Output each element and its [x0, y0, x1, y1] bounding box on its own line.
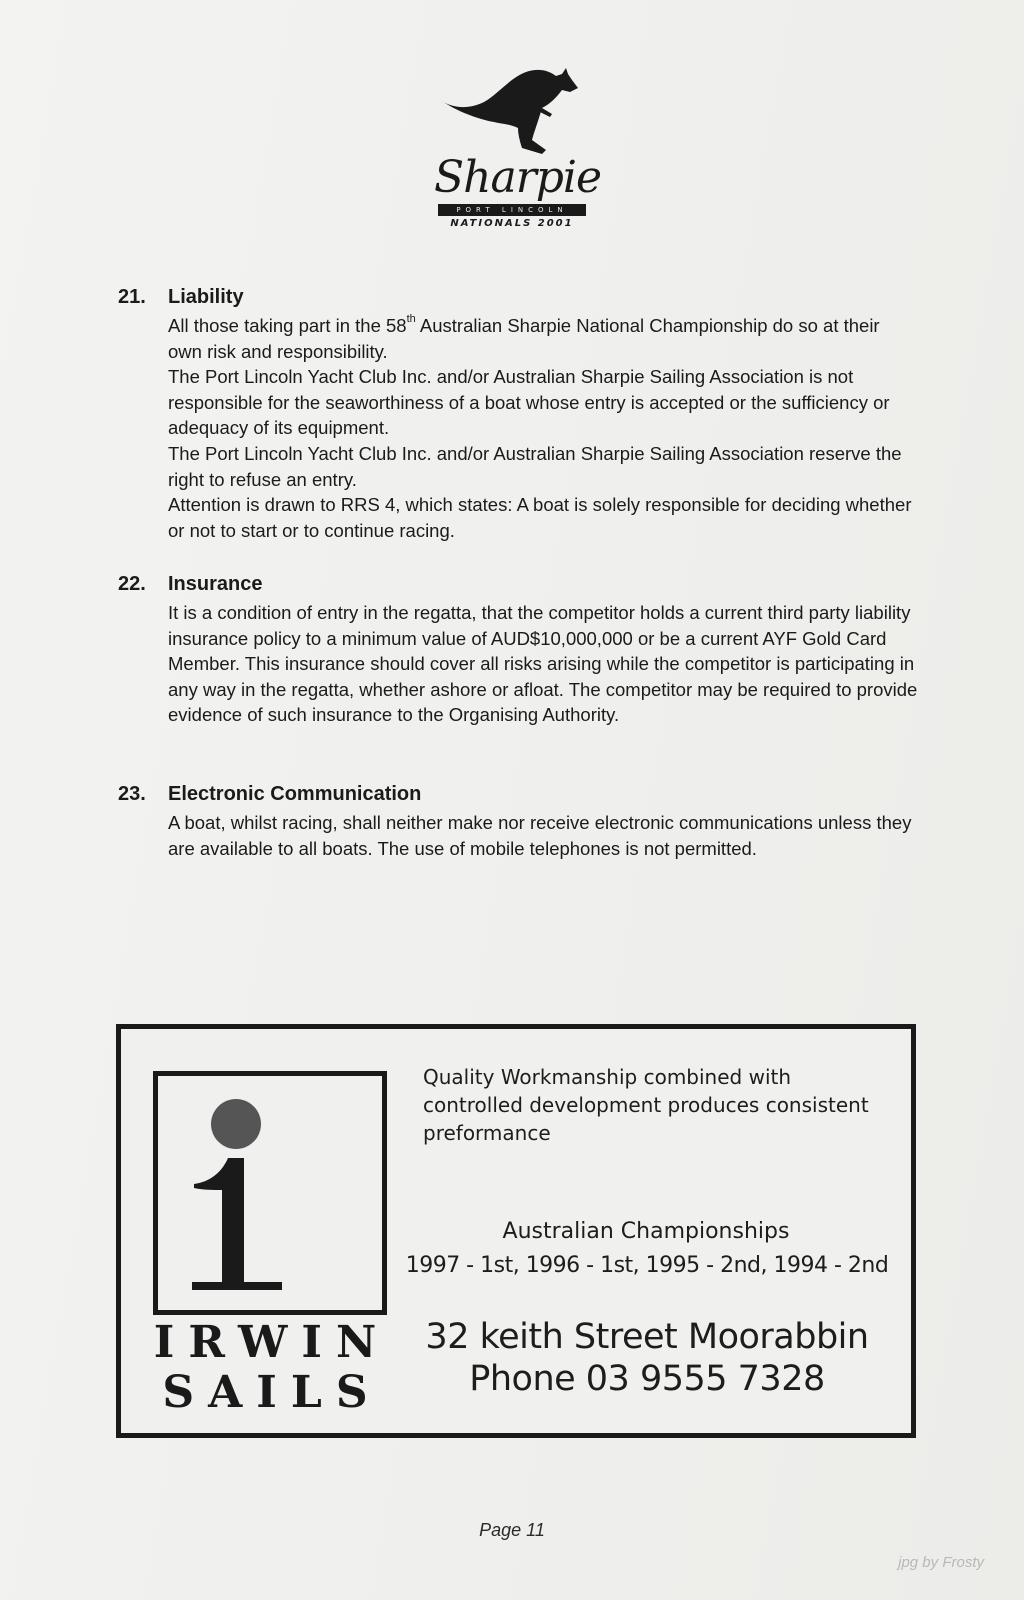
ad-phone: Phone 03 9555 7328	[469, 1359, 825, 1399]
paragraph	[168, 313, 918, 364]
section-heading	[118, 573, 918, 596]
championships-title: Australian Championships	[502, 1219, 790, 1244]
paragraph: Attention is drawn to RRS 4, which states: A boat is solely responsible for deciding whether or not to start or to continue racing.	[168, 494, 912, 541]
section-heading	[118, 783, 918, 806]
section-number: 22.	[118, 573, 146, 595]
irwin-logo-box	[153, 1071, 387, 1315]
paragraph: It is a condition of entry in the regatta, that the competitor holds a current third party liability insurance policy to a minimum value of AUD$10,000,000 or be a current AYF Gold Card Member. This insurance should cover all risks arising while the competitor is participating in any way in the regatta, whether ashore or afloat. The competitor may be required to provide evidence of such insurance to the Organising Authority.	[168, 602, 918, 726]
ad-address: 32 keith Street Moorabbin	[425, 1317, 869, 1357]
paragraph: The Port Lincoln Yacht Club Inc. and/or Australian Sharpie Sailing Association is not responsible for the seaworthiness of a boat whose entry is accepted or the sufficiency or adequacy of its equipment.	[168, 366, 890, 439]
page-number: Page 11	[479, 1520, 545, 1540]
section-liability	[118, 286, 918, 543]
letter-i-icon	[158, 1076, 382, 1310]
irwin-sails-advertisement	[116, 1024, 916, 1438]
watermark: jpg by Frosty	[898, 1554, 984, 1571]
brand-name-irwin: IRWIN	[153, 1317, 391, 1368]
paragraph: The Port Lincoln Yacht Club Inc. and/or Australian Sharpie Sailing Association reserve the right to refuse an entry.	[168, 442, 902, 490]
logo-wordmark: Sharpie	[434, 152, 602, 203]
section-number: 23.	[118, 783, 146, 805]
brand-name-sails: SAILS	[162, 1367, 382, 1418]
section-body	[168, 600, 918, 728]
superscript: th	[406, 313, 416, 325]
section-body	[168, 810, 918, 861]
text-span: Australian Sharpie National Championship do so at their own risk and responsibility.	[168, 315, 880, 362]
section-title: Electronic Communication	[168, 783, 422, 805]
logo-nationals: NATIONALS 2001	[450, 218, 574, 229]
section-body	[168, 313, 918, 543]
section-electronic-communication	[118, 783, 918, 861]
kangaroo-icon	[438, 62, 588, 162]
section-title: Insurance	[168, 573, 263, 595]
sharpie-nationals-logo	[434, 62, 602, 232]
section-number: 21.	[118, 286, 146, 308]
paragraph: A boat, whilst racing, shall neither make nor receive electronic communications unless they are available to all boats. The use of mobile telephones is not permitted.	[168, 812, 912, 859]
section-heading	[118, 286, 918, 309]
championships-list: 1997 - 1st, 1996 - 1st, 1995 - 2nd, 1994 - 2nd	[405, 1253, 889, 1278]
ad-tagline: Quality Workmanship combined with controlled development produces consistent preformance	[423, 1065, 869, 1145]
section-title: Liability	[168, 286, 244, 308]
text-span: All those taking part in the 58	[168, 315, 407, 336]
logo-band: PORT LINCOLN	[438, 204, 586, 216]
section-insurance	[118, 573, 918, 728]
